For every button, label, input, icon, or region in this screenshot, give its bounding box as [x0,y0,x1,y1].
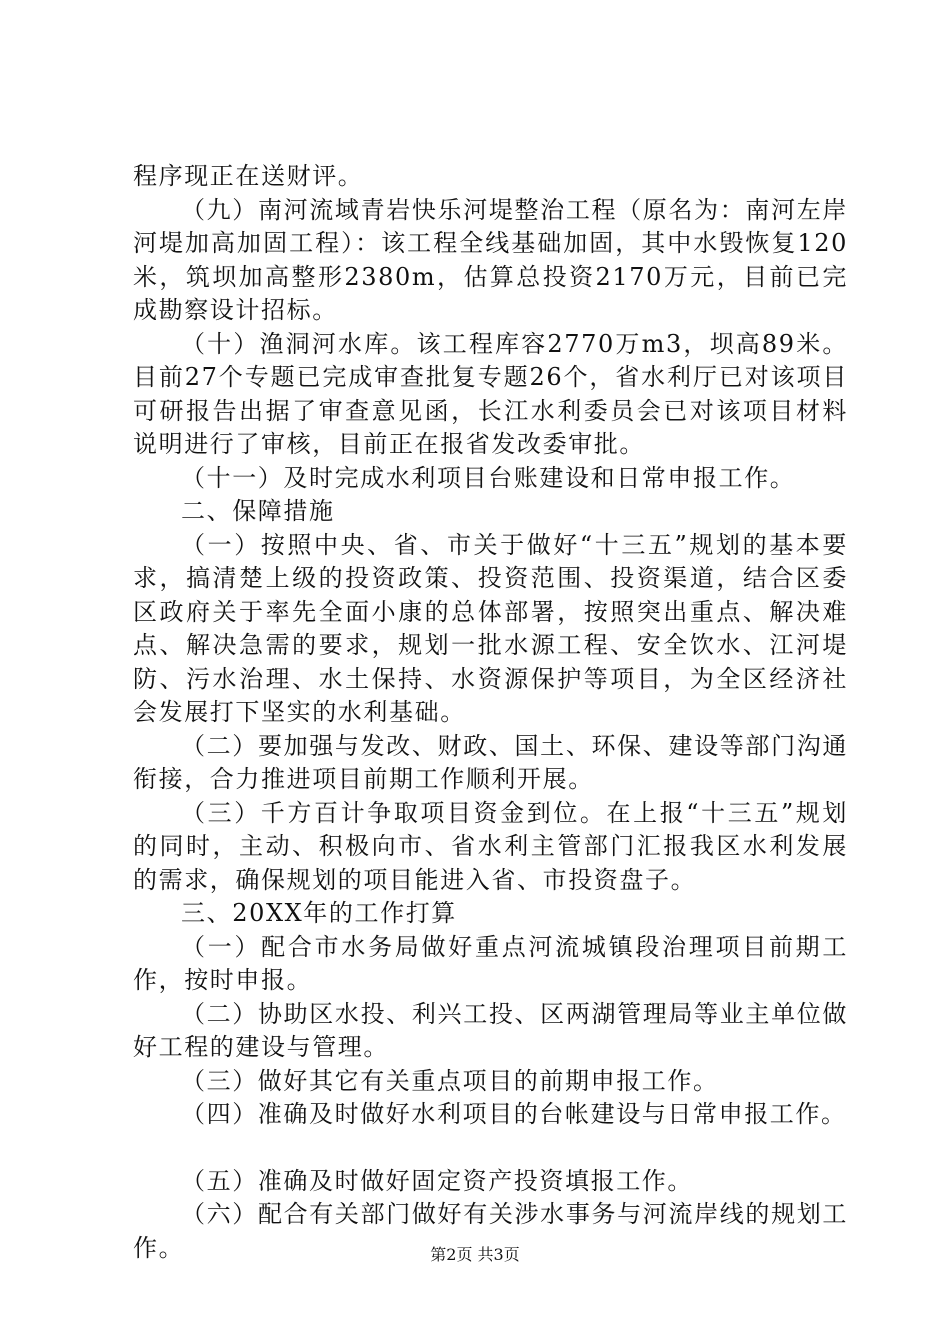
paragraph: （十）渔洞河水库。该工程库容2770万m3，坝高89米。目前27个专题已完成审查批复专题26个，省水利厅已对该项目可研报告出据了审查意见函，长江水利委员会已对该项目材料说明进行了审核，目前正在报省发改委审批。 [133,329,848,458]
section-heading: 三、20XX年的工作打算 [181,899,457,927]
paragraph: 程序现正在送财评。 [133,162,364,190]
paragraph: （二）协助区水投、利兴工投、区两湖管理局等业主单位做好工程的建设与管理。 [133,999,848,1061]
section-heading: 二、保障措施 [181,497,335,525]
paragraph: （三）做好其它有关重点项目的前期申报工作。 [181,1066,719,1095]
document-body [133,160,848,1265]
paragraph: （六）配合有关部门做好有关涉水事务与河流岸线的规划工作。 [133,1200,848,1262]
paragraph: （三）千方百计争取项目资金到位。在上报“十三五”规划的同时，主动、积极向市、省水利主管部门汇报我区水利发展的需求，确保规划的项目能进入省、市投资盘子。 [133,798,848,894]
paragraph: （四）准确及时做好水利项目的台帐建设与日常申报工作。 [181,1100,847,1128]
paragraph: （九）南河流域青岩快乐河堤整治工程（原名为：南河左岸河堤加高加固工程）：该工程全线基础加固，其中水毁恢复120米，筑坝加高整形2380m，估算总投资2170万元，目前已完成勘察设计招标。 [133,195,848,324]
paragraph: （十一）及时完成水利项目台账建设和日常申报工作。 [181,463,796,492]
paragraph: （一）配合市水务局做好重点河流城镇段治理项目前期工作，按时申报。 [133,932,848,994]
blank-line [133,1132,848,1165]
page-footer: 第2页 共3页 [430,1245,520,1264]
paragraph: （五）准确及时做好固定资产投资填报工作。 [181,1166,693,1195]
paragraph: （一）按照中央、省、市关于做好“十三五”规划的基本要求，搞清楚上级的投资政策、投资范围、投资渠道，结合区委区政府关于率先全面小康的总体部署，按照突出重点、解决难点、解决急需的要求，规划一批水源工程、安全饮水、江河堤防、污水治理、水土保持、水资源保护等项目，为全区经济社会发展打下坚实的水利基础。 [133,530,848,726]
paragraph: （二）要加强与发改、财政、国土、环保、建设等部门沟通衔接，合力推进项目前期工作顺利开展。 [133,731,848,793]
